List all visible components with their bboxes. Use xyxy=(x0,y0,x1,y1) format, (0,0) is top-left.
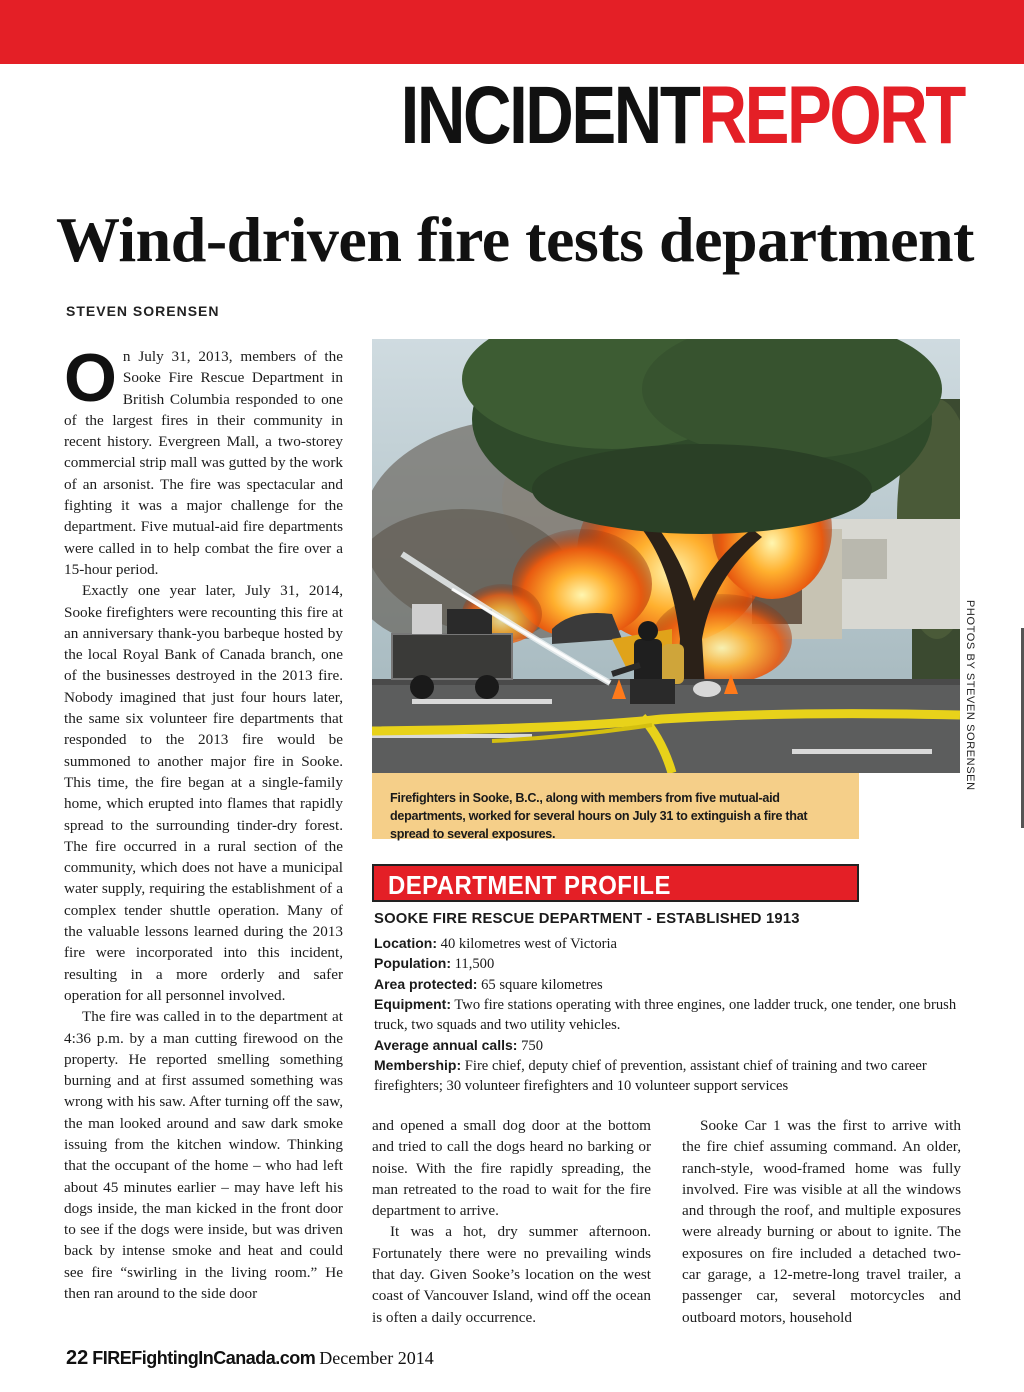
article-column-1 xyxy=(64,346,343,1332)
article-paragraph: Sooke Car 1 was the first to arrive with the fire chief assuming command. An older, ranch-style, wood-framed home was fully involved. Fire was visible at all the windows and through the roof, and multiple exposures were already burning or about to ignite. The exposures on fire included a detached two-car garage, a 12-metre-long travel trailer, a passenger car, several motorcycles and outboard motors, household xyxy=(682,1117,961,1326)
profile-row-calls xyxy=(374,1036,962,1057)
profile-row-membership xyxy=(374,1056,962,1096)
article-column-3 xyxy=(682,1115,961,1335)
section-header xyxy=(400,70,964,161)
fire-scene-illustration xyxy=(372,339,960,773)
article-paragraph: Exactly one year later, July 31, 2014, Sooke firefighters were recounting this fire at an anniversary thank-you barbeque hosted by the local Royal Bank of Canada branch, one of the businesses destroyed in the 2013 fire. Nobody imagined that just four hours later, the same six volunteer fire departments that responded to the 2013 fire would be summoned to another major fire in Sooke. This time, the fire began at a single-family home, which erupted into flames that rapidly spread to the surrounding tinder-dry forest. The fire occurred in a rural section of the community, which does not have a municipal water supply, requiring the establishment of a complex tender shuttle operation. Many of the valuable lessons learned during the 2013 fire were incorporated into this incident, resulting in a more orderly and safer operation for all personnel involved. xyxy=(64,582,343,1004)
profile-row-population xyxy=(374,954,962,975)
profile-value: 40 kilometres west of Victoria xyxy=(440,935,618,952)
profile-value: Two fire stations operating with three engines, one ladder truck, one tender, one brush truck, two squads and two utility vehicles. xyxy=(374,997,957,1033)
section-header-incident: INCIDENT xyxy=(400,70,699,161)
profile-row-equipment xyxy=(374,995,962,1035)
article-paragraph: and opened a small dog door at the bottom and tried to call the dogs heard no barking or noise. With the fire rapidly spreading, the man retreated to the road to wait for the fire department to arrive. xyxy=(372,1117,651,1220)
page-footer xyxy=(66,1347,434,1373)
issue-date: December 2014 xyxy=(319,1348,434,1368)
profile-value: Fire chief, deputy chief of prevention, assistant chief of training and two career firefighters; 30 volunteer firefighters and 10 volunteer support services xyxy=(374,1058,927,1094)
article-paragraph xyxy=(64,346,343,580)
profile-key: Average annual calls: xyxy=(374,1036,518,1053)
profile-key: Membership: xyxy=(374,1057,462,1074)
department-name: SOOKE FIRE RESCUE DEPARTMENT - ESTABLISHED 1913 xyxy=(374,911,800,927)
top-red-band xyxy=(0,0,1024,64)
article-paragraph: The fire was called in to the department at 4:36 p.m. by a man cutting firewood on the property. He reported smelling something burning and at first assumed something was wrong with his saw. After turning off the saw, the man looked around and saw dark smoke issuing from the kitchen window. Thinking that the occupant of the home – who had left about 45 minutes earlier – may have left his dogs inside, the man kicked in the front door to see if the dogs were inside, but was driven back by intense smoke and heat and could see fire “swirling in the living room.” He then ran around to the side door xyxy=(64,1008,343,1303)
drop-cap: O xyxy=(64,346,117,416)
profile-key: Population: xyxy=(374,955,451,972)
article-byline: STEVEN SORENSEN xyxy=(66,303,220,319)
profile-value: 11,500 xyxy=(454,956,495,973)
section-header-report: REPORT xyxy=(698,70,964,161)
department-profile-title: DEPARTMENT PROFILE xyxy=(388,870,671,900)
photo-credit: PHOTOS BY STEVEN SORENSEN xyxy=(964,600,976,791)
profile-key: Area protected: xyxy=(374,975,478,992)
page-number: 22 xyxy=(66,1347,89,1369)
profile-row-area xyxy=(374,975,962,996)
photo-caption: Firefighters in Sooke, B.C., along with members from five mutual-aid departments, worked for several hours on July 31 to extinguish a fire that spread to several exposures. xyxy=(372,773,859,839)
fire-scene-photo xyxy=(372,339,960,773)
article-headline: Wind-driven fire tests department xyxy=(56,204,974,275)
profile-value: 65 square kilometres xyxy=(481,976,603,993)
department-profile xyxy=(374,910,962,1096)
article-column-2 xyxy=(372,1115,651,1335)
article-paragraph: It was a hot, dry summer afternoon. Fortunately there were no prevailing winds that day. Given Sooke’s location on the west coast of Vancouver Island, wind off the ocean is often a daily occurrence. xyxy=(372,1223,651,1326)
magazine-name: FIREFightingInCanada.com xyxy=(92,1348,316,1368)
department-profile-banner xyxy=(372,864,859,902)
profile-row-location xyxy=(374,934,962,955)
profile-key: Location: xyxy=(374,934,437,951)
profile-key: Equipment: xyxy=(374,996,451,1013)
paragraph-text: n July 31, 2013, members of the Sooke Fire Rescue Department in British Columbia responded to one of the largest fires in their community in recent history. Evergreen Mall, a two-storey commercial strip mall was gutted by the work of an arsonist. The fire was spectacular and fighting it was a major challenge for the department. Five mutual-aid fire departments were called in to help combat the fire over a 15-hour period. xyxy=(64,348,343,578)
profile-value: 750 xyxy=(521,1037,543,1054)
